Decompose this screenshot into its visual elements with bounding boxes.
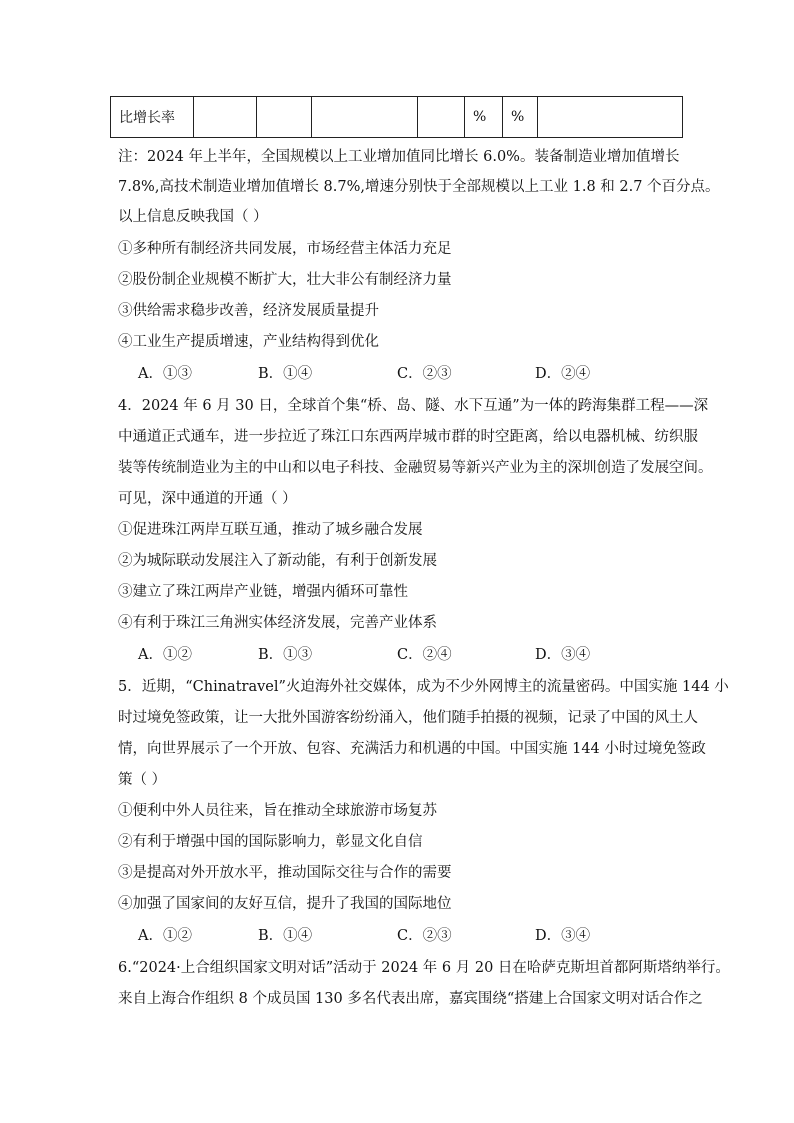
option-b: B．①③ (258, 647, 313, 663)
choice-item: ③是提高对外开放水平，推动国际交往与合作的需要 (118, 865, 452, 881)
row-label: 比增长率 (111, 97, 194, 138)
question-stem: 6.“2024·上合组织国家文明对话”活动于 2024 年 6 月 20 日在哈萨克斯坦首都阿斯塔纳举行。 (118, 960, 730, 976)
question-stem: 4．2024 年 6 月 30 日，全球首个集“桥、岛、隧、水下互通”为一体的跨海集群工程——深 (118, 398, 709, 414)
question-stem: 中通道正式通车，进一步拉近了珠江口东西两岸城市群的时空距离，给以电器机械、纺织服 (118, 429, 698, 445)
note-line: 7.8%,高技术制造业增加值增长 8.7%,增速分别快于全部规模以上工业 1.8 和 2.7 个百分点。 (118, 179, 720, 195)
choice-item: ①便利中外人员往来，旨在推动全球旅游市场复苏 (118, 803, 437, 819)
table-cell (312, 97, 418, 138)
option-a: A．①③ (138, 366, 192, 382)
option-b: B．①④ (258, 366, 313, 382)
option-d: D．③④ (535, 647, 591, 663)
choice-item: ①促进珠江两岸互联互通，推动了城乡融合发展 (118, 522, 423, 538)
choice-item: ④有利于珠江三角洲实体经济发展，完善产业体系 (118, 615, 437, 631)
option-a: A．①② (138, 928, 192, 944)
table-cell (194, 97, 257, 138)
option-b: B．①④ (258, 928, 313, 944)
option-c: C．②④ (397, 647, 452, 663)
table-cell (538, 97, 683, 138)
question-stem: 可见，深中通道的开通（ ） (118, 491, 297, 507)
choice-item: ②有利于增强中国的国际影响力，彰显文化自信 (118, 834, 423, 850)
table-cell: % (465, 97, 503, 138)
question-stem: 策（ ） (118, 772, 167, 788)
choice-item: ④工业生产提质增速，产业结构得到优化 (118, 334, 379, 350)
choice-item: ②为城际联动发展注入了新动能，有利于创新发展 (118, 553, 437, 569)
choice-item: ③建立了珠江两岸产业链，增强内循环可靠性 (118, 584, 408, 600)
option-c: C．②③ (397, 366, 452, 382)
table-cell (418, 97, 465, 138)
question-stem: 情，向世界展示了一个开放、包容、充满活力和机遇的中国。中国实施 144 小时过境免签政 (118, 741, 706, 757)
question-stem: 时过境免签政策，让一大批外国游客纷纷涌入，他们随手拍摄的视频，记录了中国的风土人 (118, 710, 698, 726)
choice-item: ①多种所有制经济共同发展，市场经营主体活力充足 (118, 241, 452, 257)
question-stem: 5．近期，“Chinatravel”火迫海外社交媒体，成为不少外网博主的流量密码。中国实施 144 小 (118, 679, 729, 695)
option-a: A．①② (138, 647, 192, 663)
choice-item: ③供给需求稳步改善，经济发展质量提升 (118, 303, 379, 319)
option-d: D．③④ (535, 928, 591, 944)
question-stem: 装等传统制造业为主的中山和以电子科技、金融贸易等新兴产业为主的深圳创造了发展空间。 (118, 460, 713, 476)
data-table (110, 96, 683, 138)
table-row (111, 97, 683, 138)
question-stem: 以上信息反映我国（ ） (118, 209, 268, 225)
question-stem: 来自上海合作组织 8 个成员国 130 多名代表出席，嘉宾围绕“搭建上合国家文明对话合作之 (118, 991, 703, 1007)
option-d: D．②④ (535, 366, 591, 382)
note-line: 注：2024 年上半年，全国规模以上工业增加值同比增长 6.0%。装备制造业增加值增长 (118, 149, 680, 165)
choice-item: ②股份制企业规模不断扩大，壮大非公有制经济力量 (118, 272, 452, 288)
option-c: C．②③ (397, 928, 452, 944)
table-cell: % (503, 97, 538, 138)
choice-item: ④加强了国家间的友好互信，提升了我国的国际地位 (118, 896, 452, 912)
table-cell (257, 97, 312, 138)
